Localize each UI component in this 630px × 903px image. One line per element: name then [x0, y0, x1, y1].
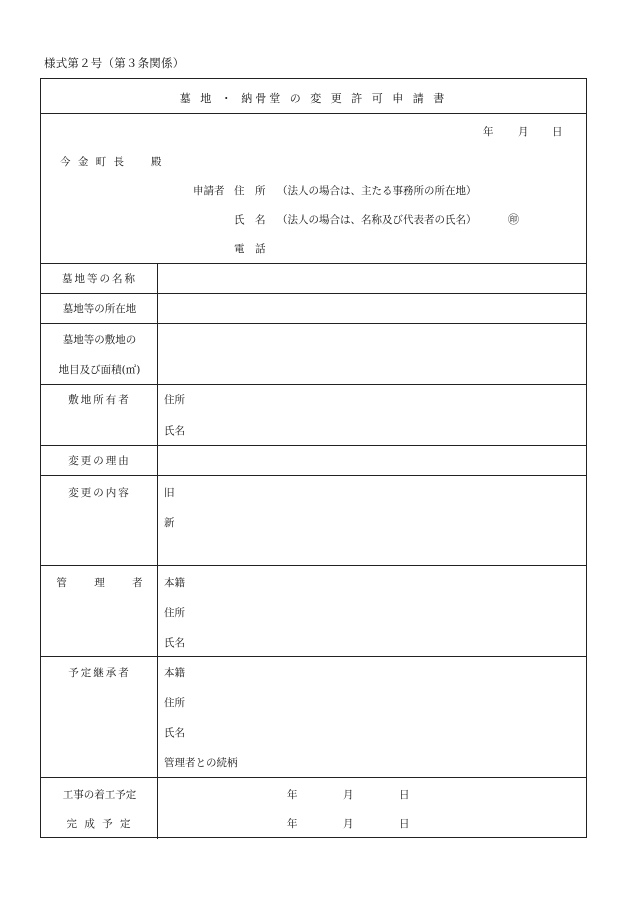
start-year: 年: [287, 789, 298, 801]
manager-address-label: 住所: [164, 607, 185, 619]
divider: [41, 475, 586, 476]
start-month: 月: [343, 789, 354, 801]
divider: [41, 445, 586, 446]
seal-mark: ㊞: [508, 213, 519, 226]
manager-name-label: 氏名: [164, 637, 185, 649]
successor-address-label: 住所: [164, 697, 185, 709]
successor-relation-label: 管理者との続柄: [164, 757, 238, 769]
manager-label: 管 理 者: [56, 577, 155, 589]
date-year: 年: [483, 126, 494, 138]
start-day: 日: [399, 789, 410, 801]
complete-month: 月: [343, 818, 354, 830]
date-month: 月: [518, 126, 529, 138]
content-label: 変更の内容: [68, 487, 131, 499]
content-old-label: 旧: [164, 487, 175, 499]
divider: [41, 777, 586, 778]
column-divider: [157, 263, 158, 839]
applicant-name-note: （法人の場合は、名称及び代表者の氏名）: [277, 214, 477, 226]
applicant-address-note: （法人の場合は、主たる事務所の所在地）: [277, 185, 477, 197]
applicant-label: 申請者: [193, 185, 225, 197]
start-schedule-label: 工事の着工予定: [62, 789, 137, 801]
complete-year: 年: [287, 818, 298, 830]
successor-label: 予定継承者: [68, 667, 131, 679]
reason-label: 変更の理由: [68, 455, 131, 467]
manager-domicile-label: 本籍: [164, 577, 185, 589]
complete-schedule-label: 完 成 予 定: [66, 818, 133, 830]
land-label-line2: 地目及び面積(㎡): [58, 364, 141, 376]
applicant-address-label: 住 所: [234, 185, 266, 197]
form-number: 様式第２号（第３条関係）: [44, 56, 185, 70]
applicant-phone-label: 電 話: [234, 243, 266, 255]
land-label-line1: 墓地等の敷地の: [62, 334, 137, 346]
successor-domicile-label: 本籍: [164, 667, 185, 679]
form-title: 墓 地 ・ 納骨堂 の 変 更 許 可 申 請 書: [179, 92, 448, 105]
divider: [41, 113, 586, 114]
complete-day: 日: [399, 818, 410, 830]
owner-label: 敷地所有者: [68, 394, 131, 406]
date-day: 日: [552, 126, 563, 138]
divider: [41, 384, 586, 385]
owner-address-label: 住所: [164, 394, 185, 406]
divider: [41, 323, 586, 324]
divider: [41, 656, 586, 657]
addressee: 今 金 町 長 殿: [60, 156, 164, 168]
content-new-label: 新: [164, 517, 175, 529]
divider: [41, 565, 586, 566]
owner-name-label: 氏名: [164, 425, 185, 437]
application-form: [40, 78, 587, 838]
divider: [41, 293, 586, 294]
divider: [41, 263, 586, 264]
facility-name-label: 墓地等の名称: [62, 273, 137, 285]
applicant-name-label: 氏 名: [234, 214, 266, 226]
successor-name-label: 氏名: [164, 727, 185, 739]
facility-location-label: 墓地等の所在地: [62, 303, 137, 315]
